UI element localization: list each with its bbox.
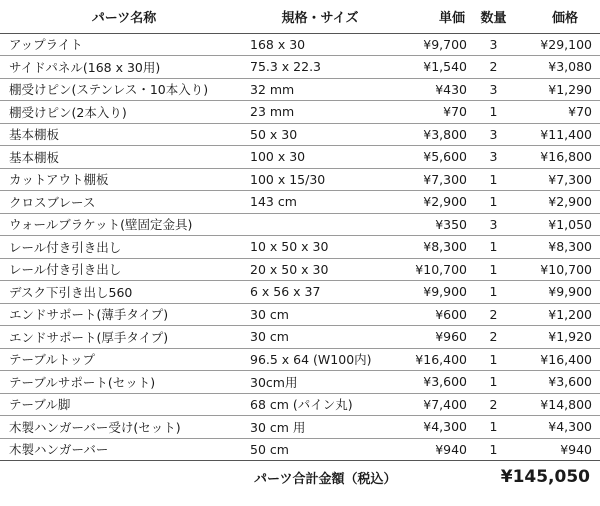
cell-part-name: クロスブレース <box>0 191 248 214</box>
table-header <box>0 0 600 33</box>
cell-part-name: ウォールブラケット(壁固定金具) <box>0 213 248 236</box>
cell-spec: 168 x 30 <box>248 33 392 56</box>
cell-quantity: 3 <box>467 146 520 169</box>
cell-quantity: 2 <box>467 303 520 326</box>
cell-unit-price: ¥3,600 <box>392 371 467 394</box>
cell-unit-price: ¥350 <box>392 213 467 236</box>
table-row <box>0 56 600 79</box>
table-row <box>0 213 600 236</box>
table-footer <box>0 461 600 494</box>
cell-unit-price: ¥3,800 <box>392 123 467 146</box>
cell-quantity: 2 <box>467 56 520 79</box>
cell-part-name: 棚受けピン(2本入り) <box>0 101 248 124</box>
cell-part-name: テーブル脚 <box>0 393 248 416</box>
total-value: ¥145,050 <box>500 467 590 487</box>
cell-price: ¥4,300 <box>520 416 600 439</box>
table-row <box>0 33 600 56</box>
cell-spec: 30 cm <box>248 303 392 326</box>
cell-unit-price: ¥9,700 <box>392 33 467 56</box>
cell-part-name: テーブルトップ <box>0 348 248 371</box>
cell-unit-price: ¥960 <box>392 326 467 349</box>
cell-part-name: テーブルサポート(セット) <box>0 371 248 394</box>
cell-unit-price: ¥7,400 <box>392 393 467 416</box>
cell-price: ¥29,100 <box>520 33 600 56</box>
cell-quantity: 1 <box>467 371 520 394</box>
total-label: パーツ合計金額（税込） <box>254 471 397 487</box>
cell-spec: 10 x 50 x 30 <box>248 236 392 259</box>
cell-spec: 32 mm <box>248 78 392 101</box>
header-part-name: パーツ名称 <box>0 0 248 33</box>
header-row <box>0 0 600 33</box>
cell-quantity: 1 <box>467 168 520 191</box>
table-row <box>0 303 600 326</box>
cell-part-name: デスク下引き出し560 <box>0 281 248 304</box>
table-row <box>0 416 600 439</box>
cell-spec: 30 cm <box>248 326 392 349</box>
cell-quantity: 3 <box>467 33 520 56</box>
cell-price: ¥2,900 <box>520 191 600 214</box>
cell-quantity: 2 <box>467 393 520 416</box>
cell-price: ¥7,300 <box>520 168 600 191</box>
cell-spec: 68 cm (パイン丸) <box>248 393 392 416</box>
cell-quantity: 1 <box>467 191 520 214</box>
cell-price: ¥16,400 <box>520 348 600 371</box>
cell-part-name: サイドパネル(168 x 30用) <box>0 56 248 79</box>
table-row <box>0 258 600 281</box>
cell-spec: 75.3 x 22.3 <box>248 56 392 79</box>
header-quantity: 数量 <box>467 0 520 33</box>
cell-spec: 50 x 30 <box>248 123 392 146</box>
cell-quantity: 2 <box>467 326 520 349</box>
header-spec: 規格・サイズ <box>248 0 392 33</box>
cell-unit-price: ¥70 <box>392 101 467 124</box>
cell-unit-price: ¥940 <box>392 438 467 461</box>
table-row <box>0 438 600 461</box>
cell-part-name: アップライト <box>0 33 248 56</box>
cell-spec: 23 mm <box>248 101 392 124</box>
cell-quantity: 1 <box>467 348 520 371</box>
cell-quantity: 1 <box>467 438 520 461</box>
cell-quantity: 1 <box>467 101 520 124</box>
cell-unit-price: ¥8,300 <box>392 236 467 259</box>
cell-price: ¥16,800 <box>520 146 600 169</box>
cell-price: ¥1,290 <box>520 78 600 101</box>
cell-price: ¥3,080 <box>520 56 600 79</box>
table-row <box>0 78 600 101</box>
cell-price: ¥3,600 <box>520 371 600 394</box>
header-price: 価格 <box>520 0 600 33</box>
cell-part-name: 木製ハンガーバー <box>0 438 248 461</box>
cell-part-name: カットアウト棚板 <box>0 168 248 191</box>
cell-quantity: 1 <box>467 258 520 281</box>
cell-part-name: 基本棚板 <box>0 123 248 146</box>
table-row <box>0 101 600 124</box>
cell-part-name: レール付き引き出し <box>0 236 248 259</box>
cell-price: ¥70 <box>520 101 600 124</box>
cell-quantity: 3 <box>467 78 520 101</box>
cell-unit-price: ¥4,300 <box>392 416 467 439</box>
table-row <box>0 146 600 169</box>
table-row <box>0 348 600 371</box>
cell-part-name: 木製ハンガーバー受け(セット) <box>0 416 248 439</box>
cell-quantity: 3 <box>467 213 520 236</box>
cell-price: ¥9,900 <box>520 281 600 304</box>
table-row <box>0 191 600 214</box>
cell-unit-price: ¥16,400 <box>392 348 467 371</box>
cell-spec: 20 x 50 x 30 <box>248 258 392 281</box>
table-row <box>0 371 600 394</box>
cell-unit-price: ¥5,600 <box>392 146 467 169</box>
cell-price: ¥1,200 <box>520 303 600 326</box>
cell-price: ¥8,300 <box>520 236 600 259</box>
cell-quantity: 1 <box>467 416 520 439</box>
table-row <box>0 326 600 349</box>
cell-spec: 30cm用 <box>248 371 392 394</box>
cell-spec <box>248 213 392 236</box>
cell-spec: 6 x 56 x 37 <box>248 281 392 304</box>
cell-spec: 96.5 x 64 (W100内) <box>248 348 392 371</box>
cell-spec: 30 cm 用 <box>248 416 392 439</box>
cell-price: ¥10,700 <box>520 258 600 281</box>
cell-part-name: エンドサポート(薄手タイプ) <box>0 303 248 326</box>
cell-unit-price: ¥10,700 <box>392 258 467 281</box>
cell-price: ¥11,400 <box>520 123 600 146</box>
table-row <box>0 281 600 304</box>
table-row <box>0 168 600 191</box>
cell-unit-price: ¥9,900 <box>392 281 467 304</box>
cell-unit-price: ¥430 <box>392 78 467 101</box>
total-row <box>0 461 600 494</box>
cell-quantity: 1 <box>467 236 520 259</box>
cell-price: ¥14,800 <box>520 393 600 416</box>
cell-unit-price: ¥600 <box>392 303 467 326</box>
cell-part-name: エンドサポート(厚手タイプ) <box>0 326 248 349</box>
cell-unit-price: ¥1,540 <box>392 56 467 79</box>
cell-spec: 100 x 30 <box>248 146 392 169</box>
cell-spec: 143 cm <box>248 191 392 214</box>
table-body <box>0 33 600 461</box>
cell-unit-price: ¥2,900 <box>392 191 467 214</box>
cell-quantity: 1 <box>467 281 520 304</box>
table-row <box>0 393 600 416</box>
table-row <box>0 123 600 146</box>
cell-spec: 100 x 15/30 <box>248 168 392 191</box>
total-spacer <box>0 461 248 494</box>
cell-part-name: 基本棚板 <box>0 146 248 169</box>
cell-part-name: レール付き引き出し <box>0 258 248 281</box>
cell-price: ¥1,920 <box>520 326 600 349</box>
cell-spec: 50 cm <box>248 438 392 461</box>
cell-price: ¥1,050 <box>520 213 600 236</box>
header-unit-price: 単価 <box>392 0 467 33</box>
cell-part-name: 棚受けピン(ステンレス・10本入り) <box>0 78 248 101</box>
table-row <box>0 236 600 259</box>
cell-unit-price: ¥7,300 <box>392 168 467 191</box>
cell-price: ¥940 <box>520 438 600 461</box>
cell-quantity: 3 <box>467 123 520 146</box>
